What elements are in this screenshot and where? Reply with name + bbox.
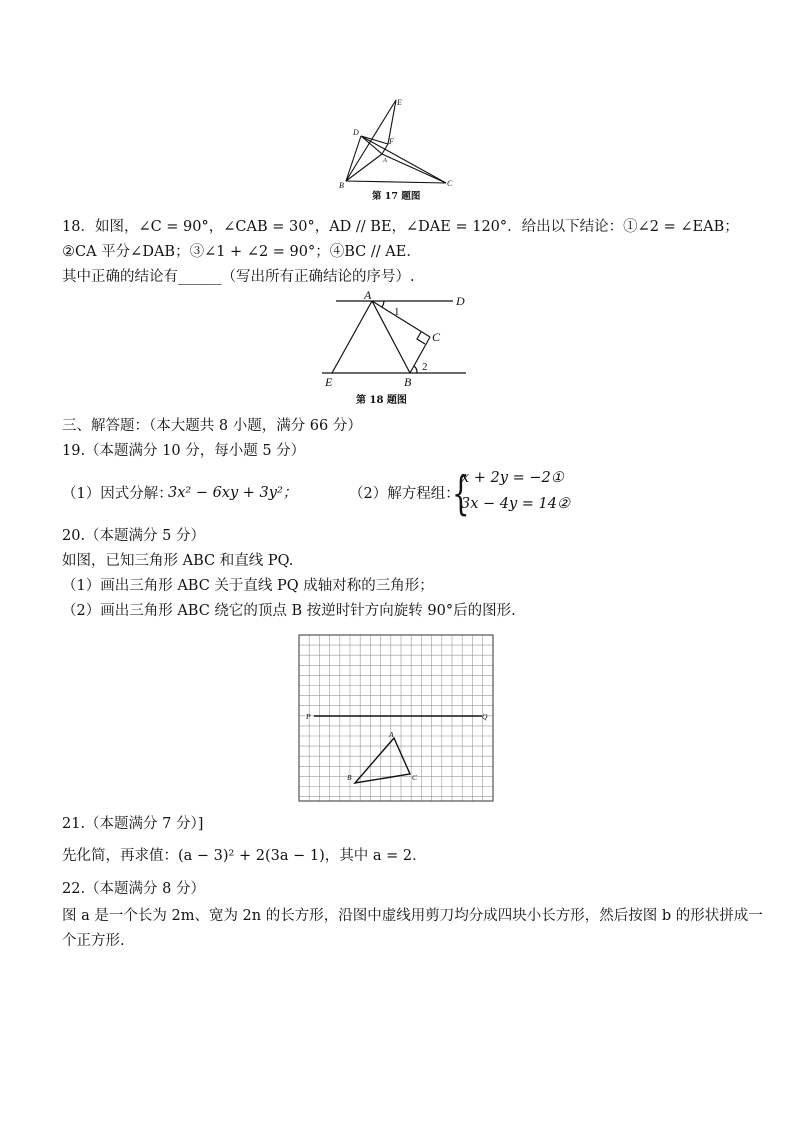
label-E: E	[325, 375, 333, 389]
q21-header: 21.（本题满分 7 分）]	[62, 816, 204, 832]
q18-line1: 18．如图，∠C = 90°，∠CAB = 30°，AD // BE，∠DAE = 120°．给出以下结论：①∠2 = ∠EAB；	[62, 219, 739, 235]
label-D: D	[456, 294, 465, 308]
fig17-caption: 第 17 题图	[372, 191, 421, 202]
seg-AC	[382, 154, 446, 183]
label-2: 2	[422, 361, 428, 373]
figure-18	[318, 287, 478, 389]
label-C: C	[447, 179, 453, 188]
q19-part2-label: （2）解方程组：	[349, 486, 460, 502]
q20-header: 20.（本题满分 5 分）	[62, 528, 206, 544]
label-A: A	[383, 157, 387, 164]
label-A: A	[389, 730, 394, 739]
label-E: E	[397, 98, 402, 107]
label-A: A	[364, 288, 372, 302]
q20-part2: （2）画出三角形 ABC 绕它的顶点 B 按逆时针方向旋转 90°后的图形.	[62, 603, 516, 619]
seg-AB	[346, 154, 382, 181]
section-3-heading: 三、解答题：（本大题共 8 小题，满分 66 分）	[62, 418, 362, 434]
label-C: C	[432, 330, 441, 344]
q18-line2: ②CA 平分∠DAB；③∠1 + ∠2 = 90°；④BC // AE．	[62, 244, 421, 260]
q21-text: 先化简，再求值：(a − 3)² + 2(3a − 1)，其中 a = 2．	[62, 848, 427, 864]
label-D: D	[353, 128, 359, 137]
angle1-arc	[382, 301, 384, 307]
fig18-caption: 第 18 题图	[356, 395, 407, 406]
q18-line3: 其中正确的结论有______（写出所有正确结论的序号）.	[62, 269, 415, 285]
label-Q: Q	[482, 712, 488, 721]
q22-line2: 个正方形.	[62, 933, 125, 949]
q19-eq2: 3x − 4y = 14②	[461, 496, 571, 512]
seg-AC	[372, 301, 430, 337]
label-B: B	[339, 181, 344, 190]
seg-BC	[346, 181, 446, 183]
label-B: B	[347, 773, 352, 782]
q19-part1-expr: 3x² − 6xy + 3y²；	[168, 485, 298, 501]
q19-header: 19.（本题满分 10 分，每小题 5 分）	[62, 443, 306, 459]
angle2-arc	[414, 366, 417, 373]
q20-part1: （1）画出三角形 ABC 关于直线 PQ 成轴对称的三角形；	[62, 578, 434, 594]
q19-eq1: x + 2y = −2①	[461, 470, 564, 486]
seg-AE	[332, 301, 372, 373]
figure-20-grid	[298, 634, 494, 802]
system-brace: {	[452, 466, 470, 520]
q19-part1-label: （1）因式分解：	[62, 486, 173, 502]
label-1: 1	[394, 306, 400, 318]
seg-AF	[382, 144, 388, 154]
label-P: P	[306, 712, 311, 721]
q22-header: 22.（本题满分 8 分）	[62, 881, 206, 897]
label-C: C	[412, 773, 418, 782]
q20-intro: 如图，已知三角形 ABC 和直线 PQ.	[62, 553, 294, 569]
label-F: F	[389, 137, 394, 146]
q22-line1: 图 a 是一个长为 2m、宽为 2n 的长方形，沿图中虚线用剪刀均分成四块小长方形，然后按图 b 的形状拼成一	[62, 908, 763, 924]
seg-DB	[346, 136, 361, 181]
label-B: B	[404, 375, 412, 389]
seg-AB	[372, 301, 410, 373]
